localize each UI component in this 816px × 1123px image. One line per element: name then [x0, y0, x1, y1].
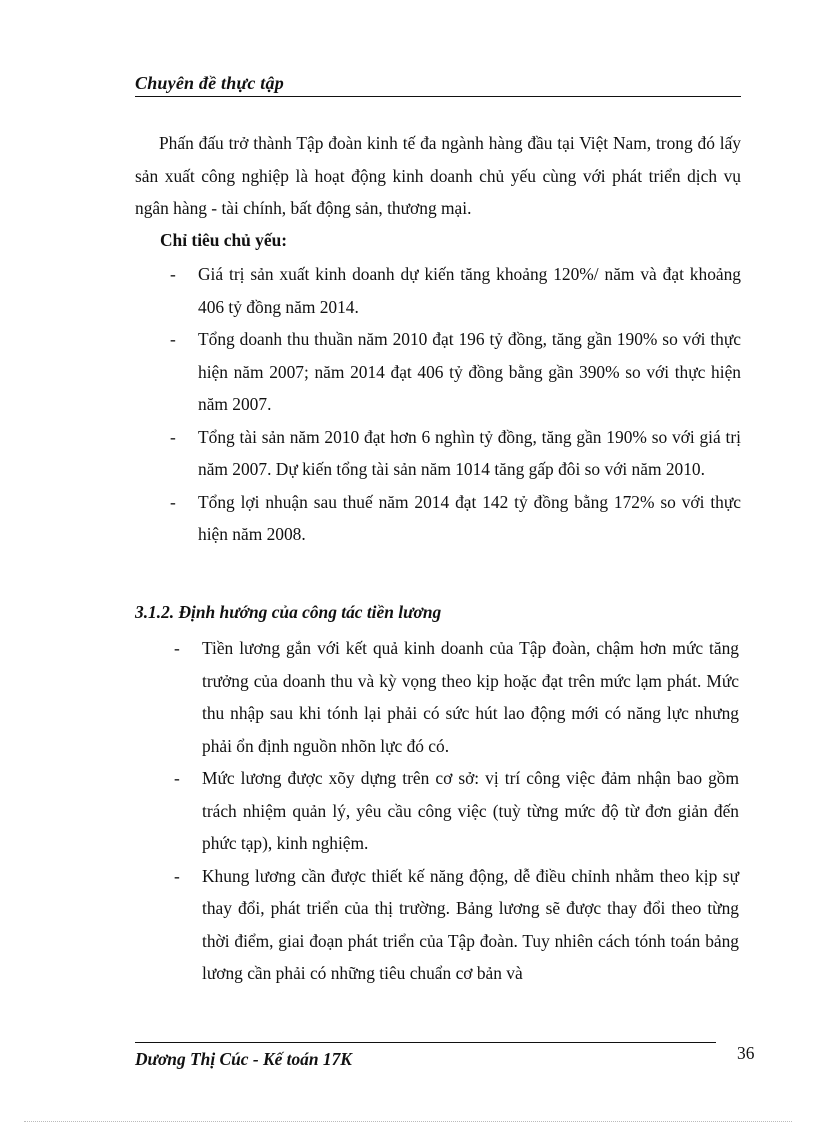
list-item-text: Tiền lương gắn với kết quả kinh doanh của Tập đoàn, chậm hơn mức tăng trưởng của doanh thu và kỳ vọng theo kịp hoặc đạt trên mức lạm phát. Mức thu nhập sau khi tónh lại phải có sức hút lao động mới có năng lực nhưng phải ổn định nguồn nhõn lực đó có.	[202, 638, 739, 756]
list-item	[174, 762, 739, 860]
bullet-dash: -	[170, 491, 176, 512]
list-item-text: Tổng tài sản năm 2010 đạt hơn 6 nghìn tỷ đồng, tăng gần 190% so với giá trị năm 2007. Dự kiến tổng tài sản năm 1014 tăng gấp đôi so với năm 2010.	[198, 426, 741, 479]
list-item-text: Mức lương được xõy dựng trên cơ sở: vị trí công việc đảm nhận bao gồm trách nhiệm quản lý, yêu cầu công việc (tuỳ từng mức độ từ đơn giản đến phức tạp), kinh nghiệm.	[202, 768, 739, 853]
list-item	[170, 421, 741, 486]
header-title: Chuyên đề thực tập	[135, 73, 284, 93]
bullet-dash: -	[170, 264, 176, 284]
list-item-text: Giá trị sản xuất kinh doanh dự kiến tăng khoảng 120%/ năm và đạt khoảng 406 tỷ đồng năm 2014.	[198, 264, 741, 317]
list-item	[170, 258, 741, 323]
bullet-dash: -	[174, 638, 180, 658]
bullet-dash: -	[170, 426, 176, 447]
list-item	[174, 632, 739, 762]
bullet-dash: -	[170, 329, 176, 349]
page-bottom-border	[24, 1121, 792, 1122]
list-item-text: Khung lương cần được thiết kế năng động, dễ điều chỉnh nhằm theo kịp sự thay đổi, phát triển của thị trường. Bảng lương sẽ được thay đổi theo từng thời điểm, giai đoạn phát triển của Tập đoàn. Tuy nhiên cách tónh toán bảng lương cần phải có những tiêu chuẩn cơ bản và	[202, 865, 739, 983]
bullet-dash: -	[174, 865, 180, 886]
header-divider	[135, 96, 741, 97]
targets-list	[170, 258, 741, 551]
targets-heading: Chỉ tiêu chủ yếu:	[160, 230, 288, 250]
footer-author: Dương Thị Cúc - Kế toán 17K	[135, 1049, 352, 1069]
list-item	[174, 860, 739, 990]
section-heading: 3.1.2. Định hướng của công tác tiền lương	[135, 602, 442, 622]
bullet-dash: -	[174, 768, 180, 788]
salary-orientation-list	[174, 632, 739, 990]
list-item-text: Tổng doanh thu thuần năm 2010 đạt 196 tỷ đồng, tăng gần 190% so với thực hiện năm 2007; năm 2014 đạt 406 tỷ đồng bằng gần 390% so với thực hiện năm 2007.	[198, 329, 741, 414]
list-item	[170, 323, 741, 421]
intro-paragraph: Phấn đấu trở thành Tập đoàn kinh tế đa ngành hàng đầu tại Việt Nam, trong đó lấy sản xuất công nghiệp là hoạt động kinh doanh chủ yếu cùng với phát triển dịch vụ ngân hàng - tài chính, bất động sản, thương mại.	[135, 133, 741, 218]
footer-divider	[135, 1042, 716, 1043]
page-number: 36	[737, 1043, 755, 1063]
list-item-text: Tổng lợi nhuận sau thuế năm 2014 đạt 142 tỷ đồng bằng 172% so với thực hiện năm 2008.	[198, 491, 741, 544]
list-item	[170, 486, 741, 551]
